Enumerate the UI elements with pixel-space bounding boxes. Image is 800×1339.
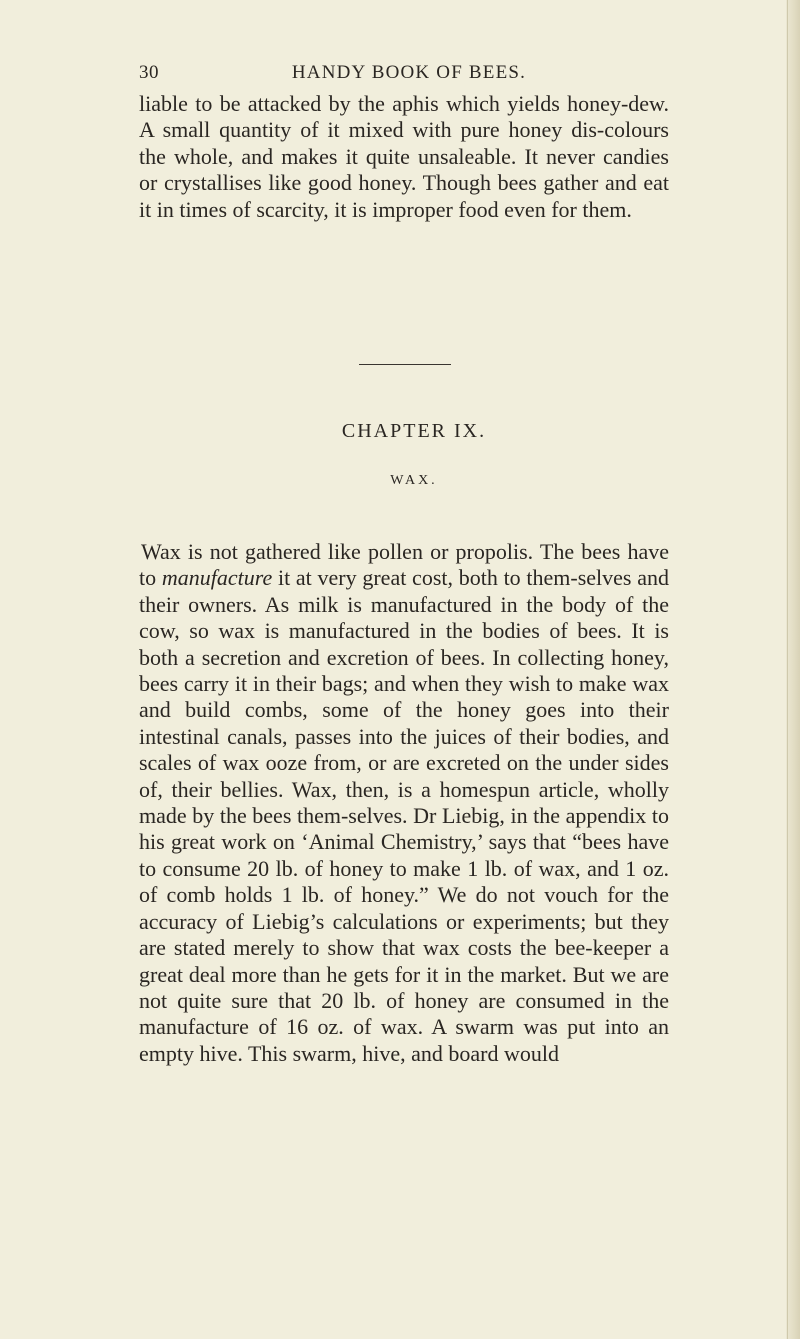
paragraph-wax-rest: it at very great cost, both to them-selves and their owners. As milk is manufactured in the body of the cow, so wax is manufactured in the bodies of bees. It is both a secretion and excretion of bees. In collecting honey, bees carry it in their bags; and when they wish to make wax and build combs, some of the honey goes into their intestinal canals, passes into the juices of their bodies, and scales of wax ooze from, or are excreted on the under sides of, their bellies. Wax, then, is a homespun article, wholly made by the bees them-selves. Dr Liebig, in the appendix to his great work on ‘Animal Chemistry,’ says that “bees have to consume 20 lb. of honey to make 1 lb. of wax, and 1 oz. of comb holds 1 lb. of honey.” We do not vouch for the accuracy of Liebig’s calculations or experiments; but they are stated merely to show that wax costs the bee-keeper a great deal more than he gets for it in the market. But we are not quite sure that 20 lb. of honey are consumed in the manufacture of 16 oz. of wax. A swarm was put into an empty hive. This swarm, hive, and board would — [139, 565, 669, 1066]
paragraph-wax-emphasis: manufacture — [161, 565, 273, 591]
paragraph-wax-start: Wax is not gathered like pollen or propolis. The bees have to — [139, 539, 669, 591]
chapter-subtitle: WAX. — [390, 473, 438, 488]
book-title: HANDY BOOK OF BEES. — [291, 62, 527, 83]
page-number: 30 — [139, 62, 159, 83]
chapter-title: CHAPTER IX. — [341, 420, 487, 442]
section-divider-rule — [359, 364, 451, 365]
page-edge-line — [787, 0, 788, 1339]
paragraph-wax — [139, 539, 669, 1067]
paragraph-honeydew: liable to be attacked by the aphis which yields honey-dew. A small quantity of it mixed with pure honey dis-colours the whole, and makes it quite unsaleable. It never candies or crystallises like good honey. Though bees gather and eat it in times of scarcity, it is improper food even for them. — [139, 91, 669, 222]
running-head — [139, 62, 669, 92]
page-edge-shadow — [786, 0, 800, 1339]
